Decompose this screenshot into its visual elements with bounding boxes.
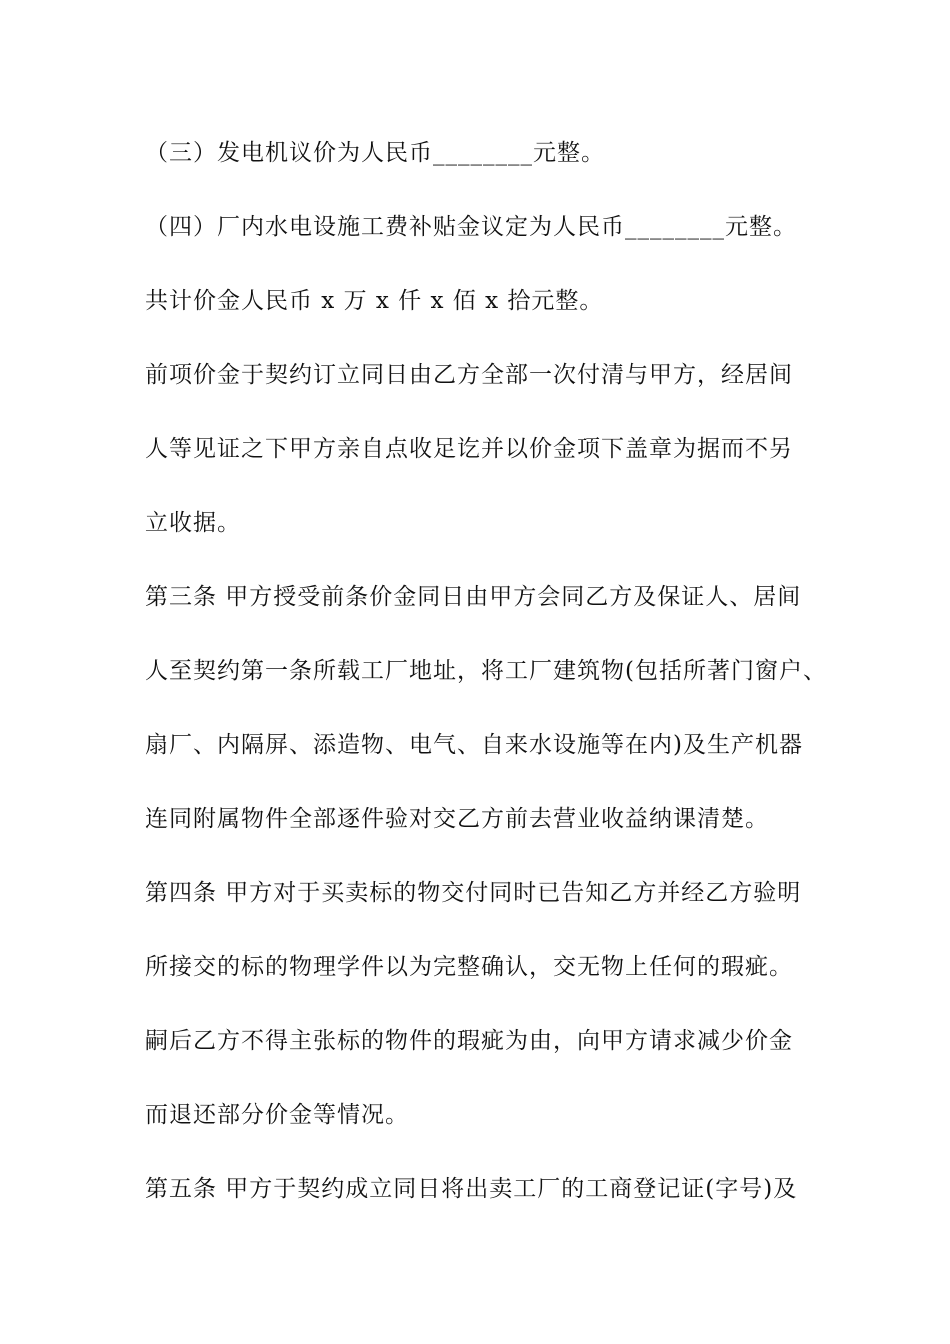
text-line: 人等见证之下甲方亲自点收足讫并以价金项下盖章为据而不另 <box>145 436 793 462</box>
text-line: 第五条 甲方于契约成立同日将出卖工厂的工商登记证(字号)及 <box>145 1176 798 1202</box>
text-line: 嗣后乙方不得主张标的物件的瑕疵为由，向甲方请求减少价金 <box>145 1028 793 1054</box>
text-line: 扇厂、内隔屏、添造物、电气、自来水设施等在内)及生产机器 <box>145 732 803 758</box>
text-line: 前项价金于契约订立同日由乙方全部一次付清与甲方，经居间 <box>145 362 793 388</box>
text-line: 立收据。 <box>145 510 241 536</box>
text-line: 连同附属物件全部逐件验对交乙方前去营业收益纳课清楚。 <box>145 806 769 832</box>
text-line: 第三条 甲方授受前条价金同日由甲方会同乙方及保证人、居间 <box>145 584 802 610</box>
text-line: 人至契约第一条所载工厂地址，将工厂建筑物(包括所著门窗户、 <box>145 658 827 684</box>
text-line: 共计价金人民币 x 万 x 仟 x 佰 x 拾元整。 <box>145 288 604 314</box>
text-line: 第四条 甲方对于买卖标的物交付同时已告知乙方并经乙方验明 <box>145 880 802 906</box>
text-line: 而退还部分价金等情况。 <box>145 1102 409 1128</box>
text-line: 所接交的标的物理学件以为完整确认，交无物上任何的瑕疵。 <box>145 954 793 980</box>
text-line: （三）发电机议价为人民币________元整。 <box>145 140 605 166</box>
text-line: （四）厂内水电设施工费补贴金议定为人民币________元整。 <box>145 214 797 240</box>
